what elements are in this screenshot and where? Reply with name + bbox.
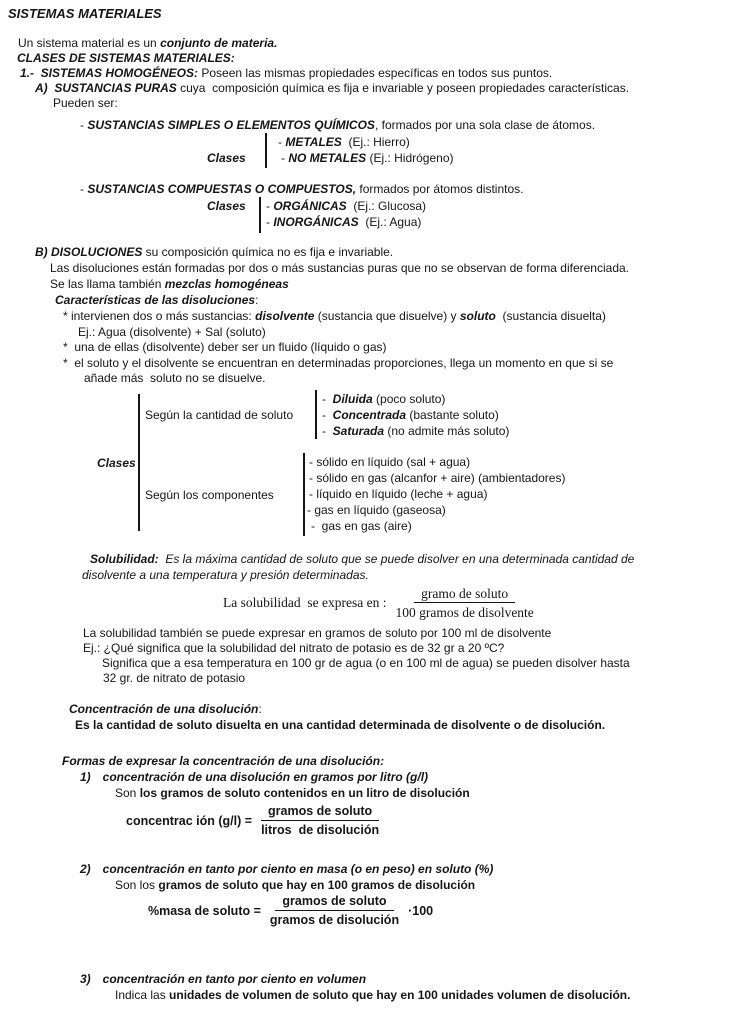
sustancias-simples-line bbox=[80, 118, 595, 133]
text-segment: La solubilidad también se puede expresar en gramos de soluto por 100 ml de disolvente bbox=[83, 626, 552, 640]
text-segment: Saturada bbox=[332, 424, 385, 438]
text-segment: Según los componentes bbox=[145, 488, 274, 502]
text-segment: : bbox=[255, 293, 259, 307]
text-segment: Se las llama también bbox=[50, 277, 165, 291]
text-segment: Ej.: Agua (disolvente) + Sal (soluto) bbox=[78, 325, 266, 339]
text-segment: - bbox=[322, 424, 333, 438]
text-segment: concentración de una disolución en gramos por litro (g/l) bbox=[102, 770, 429, 784]
text-segment: - bbox=[322, 392, 333, 406]
fraction bbox=[257, 804, 383, 838]
text-segment: ORGÁNICAS bbox=[273, 199, 347, 213]
text-segment: (poco soluto) bbox=[372, 392, 446, 406]
text-segment: * intervienen dos o más sustancias: bbox=[63, 309, 256, 323]
clases-label-b bbox=[207, 199, 246, 214]
text-segment: Son bbox=[115, 786, 140, 800]
text-segment: - líquido en líquido (leche + agua) bbox=[309, 487, 488, 501]
text-segment: su composición química no es fija e invariable. bbox=[142, 245, 394, 259]
metales-item bbox=[278, 135, 410, 150]
text-segment: conjunto de materia. bbox=[160, 36, 278, 50]
text-segment: disolvente a una temperatura y presión determinadas. bbox=[82, 568, 369, 582]
text-segment: Significa que a esa temperatura en 100 gr de agua (o en 100 ml de agua) se pueden disolver hasta bbox=[102, 656, 630, 670]
text-segment: * el soluto y el disolvente se encuentran en determinadas proporciones, llega un momento en que si se bbox=[63, 356, 614, 370]
forma-1-desc bbox=[115, 786, 470, 801]
text-segment: - bbox=[80, 182, 88, 196]
formula-prefix: concentrac ión (g/l) = bbox=[126, 814, 253, 828]
text-segment: Son los bbox=[115, 878, 159, 892]
text-segment: INORGÁNICAS bbox=[273, 215, 359, 229]
text-segment: Concentración de una disolución bbox=[69, 702, 259, 716]
text-segment: concentración en tanto por ciento en volumen bbox=[102, 972, 367, 986]
forma-2-heading bbox=[80, 862, 493, 877]
caracteristica-2 bbox=[63, 340, 387, 355]
text-segment: gramos de soluto que hay en 100 gramos de disolución bbox=[158, 878, 476, 892]
text-segment: (Ej.: Agua) bbox=[358, 215, 422, 229]
text-segment: - sólido en líquido (sal + agua) bbox=[309, 455, 471, 469]
text-segment: 1) bbox=[80, 770, 91, 784]
solido-gas-item bbox=[309, 471, 565, 486]
text-segment: - bbox=[266, 199, 274, 213]
solubilidad-formula bbox=[223, 586, 538, 620]
text-segment: (Ej.: Glucosa) bbox=[346, 199, 427, 213]
text-segment: - gas en gas (aire) bbox=[311, 519, 412, 533]
text-segment: - sólido en gas (alcanfor + aire) (ambientadores) bbox=[309, 471, 566, 485]
text-segment: Es la máxima cantidad de soluto que se puede disolver en una determinada cantidad de bbox=[158, 552, 635, 566]
page-title: SISTEMAS MATERIALES bbox=[8, 6, 162, 21]
fraction-denominator: gramos de disolución bbox=[269, 913, 400, 927]
text-segment: CLASES DE SISTEMAS MATERIALES: bbox=[17, 51, 235, 65]
text-segment: METALES bbox=[285, 135, 342, 149]
componentes-bracket-bar bbox=[303, 453, 305, 536]
concentracion-heading bbox=[69, 702, 262, 717]
text-segment: Según la cantidad de soluto bbox=[145, 408, 294, 422]
fraction-numerator: gramo de soluto bbox=[414, 586, 515, 603]
text-segment: Poseen las mismas propiedades específicas en todos sus puntos. bbox=[198, 66, 553, 80]
text-segment: formados por átomos distintos. bbox=[356, 182, 524, 196]
disoluciones-desc-line bbox=[50, 261, 629, 276]
text-segment: Las disoluciones están formadas por dos o más sustancias puras que no se observan de forma diferenciada. bbox=[50, 261, 629, 275]
ejemplo-agua-sal bbox=[78, 325, 266, 340]
gas-liquido-item bbox=[307, 503, 446, 518]
forma-1-heading bbox=[80, 770, 428, 785]
disoluciones-line bbox=[35, 245, 393, 260]
text-segment: SUSTANCIAS SIMPLES O ELEMENTOS QUÍMICOS bbox=[87, 118, 375, 132]
text-segment: , formados por una sola clase de átomos. bbox=[374, 118, 596, 132]
text-segment: - bbox=[281, 151, 289, 165]
text-segment: (no admite más soluto) bbox=[384, 424, 510, 438]
diluida-item bbox=[322, 392, 445, 407]
text-segment: 1.- SISTEMAS HOMOGÉNEOS: bbox=[20, 66, 199, 80]
text-segment: los gramos de soluto contenidos en un litro de disolución bbox=[139, 786, 470, 800]
caracteristica-3 bbox=[63, 356, 613, 371]
segun-cantidad-label bbox=[145, 408, 293, 423]
text-segment: : bbox=[258, 702, 262, 716]
solubilidad-line bbox=[90, 552, 634, 567]
clases-bracket-bar bbox=[138, 394, 140, 531]
concentracion-gl-formula bbox=[126, 804, 383, 838]
significa-line-2 bbox=[103, 671, 245, 686]
forma-2-desc bbox=[115, 878, 475, 893]
organicas-item bbox=[266, 199, 426, 214]
text-segment: mezclas homogéneas bbox=[164, 277, 289, 291]
no-metales-item bbox=[281, 151, 454, 166]
text-segment: Características de las disoluciones bbox=[55, 293, 256, 307]
solubilidad-line-2 bbox=[82, 568, 369, 583]
text-segment: - bbox=[266, 215, 274, 229]
formula-suffix: ·100 bbox=[408, 904, 434, 918]
caracteristicas-heading bbox=[55, 293, 258, 308]
text-segment: Un sistema material es un bbox=[18, 36, 161, 50]
text-segment: Concentrada bbox=[332, 408, 407, 422]
text-segment: 32 gr. de nitrato de potasio bbox=[103, 671, 246, 685]
text-segment: Clases bbox=[207, 151, 246, 165]
text-segment: añade más soluto no se disuelve. bbox=[84, 371, 266, 385]
forma-3-desc bbox=[115, 988, 630, 1003]
significa-line bbox=[102, 656, 630, 671]
text-segment: Indica las bbox=[115, 988, 170, 1002]
saturada-item bbox=[322, 424, 509, 439]
text-segment: * una de ellas (disolvente) deber ser un fluido (líquido o gas) bbox=[63, 340, 387, 354]
text-segment: Clases bbox=[97, 456, 136, 470]
bracket-bar-b bbox=[259, 197, 261, 233]
cantidad-bracket-bar bbox=[315, 390, 317, 439]
text-segment: cuya composición química es fija e invariable y poseen propiedades características. bbox=[176, 81, 630, 95]
fraction-numerator: gramos de soluto bbox=[261, 804, 379, 821]
pueden-ser-line bbox=[53, 96, 118, 111]
text-segment: unidades de volumen de soluto que hay en 100 unidades volumen de disolución. bbox=[169, 988, 631, 1002]
bracket-bar-a bbox=[265, 133, 267, 168]
concentracion-def bbox=[75, 718, 605, 733]
fraction-denominator: litros de disolución bbox=[261, 823, 380, 837]
text-segment: (sustancia que disuelve) y bbox=[314, 309, 460, 323]
text-segment: A) SUSTANCIAS PURAS bbox=[35, 81, 177, 95]
text-segment: - bbox=[322, 408, 333, 422]
fraction-denominator: 100 gramos de disolvente bbox=[395, 605, 534, 620]
text-segment: concentración en tanto por ciento en masa (o en peso) en soluto (%) bbox=[102, 862, 494, 876]
sustancias-compuestas-line bbox=[80, 182, 523, 197]
fraction bbox=[391, 586, 537, 620]
text-segment: Ej.: ¿Qué significa que la solubilidad del nitrato de potasio es de 32 gr a 20 ºC? bbox=[83, 641, 505, 655]
sistemas-homogeneos-line bbox=[20, 66, 552, 81]
ejemplo-nitrato-line bbox=[83, 641, 504, 656]
masa-soluto-formula bbox=[148, 894, 433, 928]
fraction-numerator: gramos de soluto bbox=[275, 894, 393, 911]
text-segment: Clases bbox=[207, 199, 246, 213]
formula-prefix: %masa de soluto = bbox=[148, 904, 261, 918]
mezclas-line bbox=[50, 277, 289, 292]
caracteristica-1 bbox=[63, 309, 606, 324]
text-segment: Formas de expresar la concentración de una disolución: bbox=[62, 754, 385, 768]
text-segment: (Ej.: Hierro) bbox=[341, 135, 410, 149]
text-segment: - bbox=[80, 118, 88, 132]
formas-heading bbox=[62, 754, 384, 769]
liquido-liquido-item bbox=[309, 487, 487, 502]
text-segment: SUSTANCIAS COMPUESTAS O COMPUESTOS, bbox=[87, 182, 357, 196]
concentrada-item bbox=[322, 408, 499, 423]
text-segment: - gas en líquido (gaseosa) bbox=[307, 503, 446, 517]
intro-line bbox=[18, 36, 277, 51]
sustancias-puras-line bbox=[35, 81, 629, 96]
fraction bbox=[266, 894, 403, 928]
gas-gas-item bbox=[311, 519, 412, 534]
formula-prefix: La solubilidad se expresa en : bbox=[223, 595, 387, 610]
text-segment: soluto bbox=[459, 309, 496, 323]
forma-3-heading bbox=[80, 972, 366, 987]
inorganicas-item bbox=[266, 215, 421, 230]
text-segment: (bastante soluto) bbox=[406, 408, 499, 422]
text-segment: - bbox=[278, 135, 286, 149]
solubilidad-ml-line bbox=[83, 626, 551, 641]
text-segment: Solubilidad: bbox=[90, 552, 159, 566]
caracteristica-3b bbox=[84, 371, 265, 386]
text-segment: Pueden ser: bbox=[53, 96, 118, 110]
clases-sistemas-heading bbox=[17, 51, 235, 66]
text-segment: B) DISOLUCIONES bbox=[35, 245, 143, 259]
text-segment: 2) bbox=[80, 862, 91, 876]
text-segment: disolvente bbox=[255, 309, 315, 323]
text-segment: Es la cantidad de soluto disuelta en una cantidad determinada de disolvente o de disolución. bbox=[75, 718, 606, 732]
text-segment: 3) bbox=[80, 972, 91, 986]
text-segment: (sustancia disuelta) bbox=[495, 309, 606, 323]
clases-label-a bbox=[207, 151, 246, 166]
text-segment: (Ej.: Hidrógeno) bbox=[366, 151, 454, 165]
text-segment: Diluida bbox=[332, 392, 373, 406]
text-segment: NO METALES bbox=[288, 151, 367, 165]
solido-liquido-item bbox=[309, 455, 470, 470]
clases-big-label bbox=[97, 456, 136, 471]
segun-componentes-label bbox=[145, 488, 274, 503]
